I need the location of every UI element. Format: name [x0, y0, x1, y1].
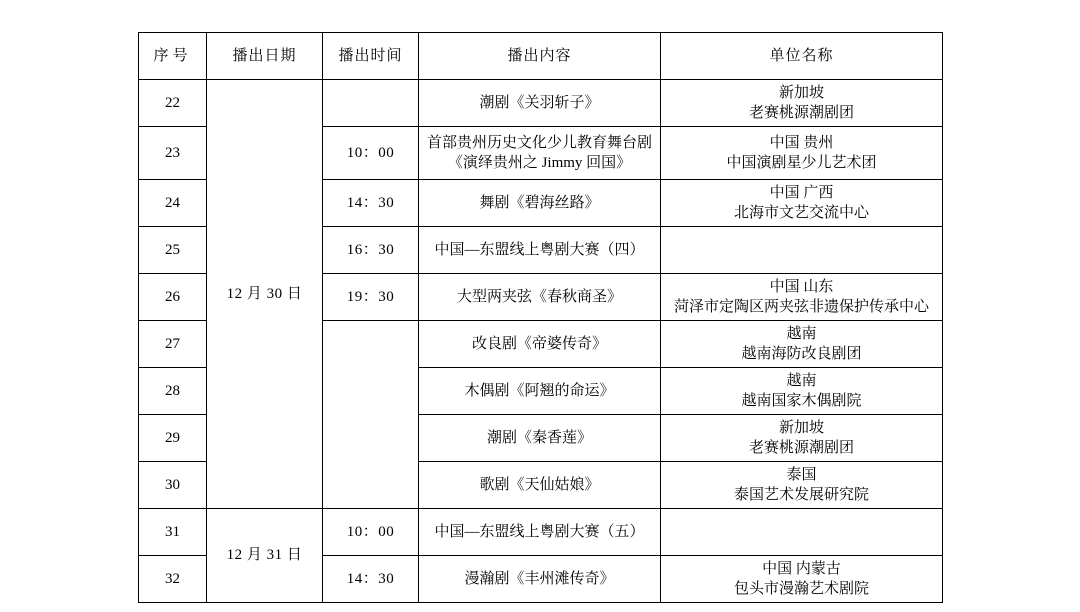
cell-content: [419, 127, 661, 180]
cell-content: 潮剧《秦香莲》: [419, 415, 661, 462]
unit-line-2: 越南国家木偶剧院: [741, 393, 862, 409]
cell-time: 14：30: [323, 556, 419, 603]
unit-line-1: 中国 贵州: [769, 134, 834, 151]
column-header-seq: 序号: [139, 33, 207, 80]
cell-seq: 25: [139, 227, 207, 274]
cell-seq: 32: [139, 556, 207, 603]
cell-content: 中国—东盟线上粤剧大赛（四）: [419, 227, 661, 274]
cell-time: [323, 80, 419, 127]
cell-time: 19：30: [323, 274, 419, 321]
header-row: [139, 33, 943, 80]
cell-date-merged: 12 月 31 日: [207, 509, 323, 603]
cell-content: 歌剧《天仙姑娘》: [419, 462, 661, 509]
cell-seq: 31: [139, 509, 207, 556]
unit-line-1: 新加坡: [778, 84, 824, 101]
cell-seq: 23: [139, 127, 207, 180]
cell-time: 14：30: [323, 180, 419, 227]
cell-content: 舞剧《碧海丝路》: [419, 180, 661, 227]
unit-line-2: 老赛桃源潮剧团: [748, 105, 854, 121]
cell-seq: 30: [139, 462, 207, 509]
column-header-unit: 单位名称: [661, 33, 943, 80]
cell-content: 改良剧《帝婆传奇》: [419, 321, 661, 368]
cell-seq: 24: [139, 180, 207, 227]
unit-line-2: 越南海防改良剧团: [741, 346, 862, 362]
cell-unit: [661, 462, 943, 509]
cell-content: 潮剧《关羽斩子》: [419, 80, 661, 127]
table-body: [139, 80, 943, 603]
cell-unit: [661, 127, 943, 180]
schedule-table-container: [138, 32, 942, 603]
cell-content: 大型两夹弦《春秋商圣》: [419, 274, 661, 321]
unit-line-2: 泰国艺术发展研究院: [733, 487, 869, 503]
cell-content: 木偶剧《阿翘的命运》: [419, 368, 661, 415]
unit-line-1: 中国 内蒙古: [762, 560, 841, 577]
unit-line-2: 包头市漫瀚艺术剧院: [733, 581, 869, 597]
content-line-1: 首部贵州历史文化少儿教育舞台剧: [426, 134, 652, 151]
cell-content: 漫瀚剧《丰州滩传奇》: [419, 556, 661, 603]
content-line-2: 《演绎贵州之 Jimmy 回国》: [447, 155, 632, 171]
column-header-content: 播出内容: [419, 33, 661, 80]
cell-unit: [661, 556, 943, 603]
cell-date-merged: 12 月 30 日: [207, 80, 323, 509]
cell-time: 10：00: [323, 509, 419, 556]
unit-line-1: 越南: [786, 325, 817, 342]
cell-unit: [661, 227, 943, 274]
cell-unit: [661, 180, 943, 227]
unit-line-2: 老赛桃源潮剧团: [748, 440, 854, 456]
unit-line-2: 中国演剧星少儿艺术团: [726, 155, 877, 171]
table-header: [139, 33, 943, 80]
cell-unit: [661, 80, 943, 127]
unit-line-2: 北海市文艺交流中心: [733, 205, 869, 221]
cell-seq: 29: [139, 415, 207, 462]
cell-content: 中国—东盟线上粤剧大赛（五）: [419, 509, 661, 556]
unit-line-1: 新加坡: [778, 419, 824, 436]
cell-seq: 27: [139, 321, 207, 368]
unit-line-1: 中国 广西: [769, 184, 834, 201]
unit-line-1: 越南: [786, 372, 817, 389]
cell-unit: [661, 321, 943, 368]
cell-time: 16：30: [323, 227, 419, 274]
column-header-time: 播出时间: [323, 33, 419, 80]
unit-line-2: 菏泽市定陶区两夹弦非遗保护传承中心: [673, 299, 929, 315]
broadcast-schedule-table: [138, 32, 943, 603]
cell-seq: 28: [139, 368, 207, 415]
unit-line-1: 中国 山东: [769, 278, 834, 295]
cell-time: 10：00: [323, 127, 419, 180]
table-row: [139, 509, 943, 556]
cell-unit: [661, 274, 943, 321]
cell-seq: 26: [139, 274, 207, 321]
column-header-date: 播出日期: [207, 33, 323, 80]
cell-unit: [661, 368, 943, 415]
unit-line-1: 泰国: [786, 466, 817, 483]
cell-unit: [661, 509, 943, 556]
cell-seq: 22: [139, 80, 207, 127]
table-row: [139, 80, 943, 127]
cell-unit: [661, 415, 943, 462]
cell-time-merged: [323, 321, 419, 509]
